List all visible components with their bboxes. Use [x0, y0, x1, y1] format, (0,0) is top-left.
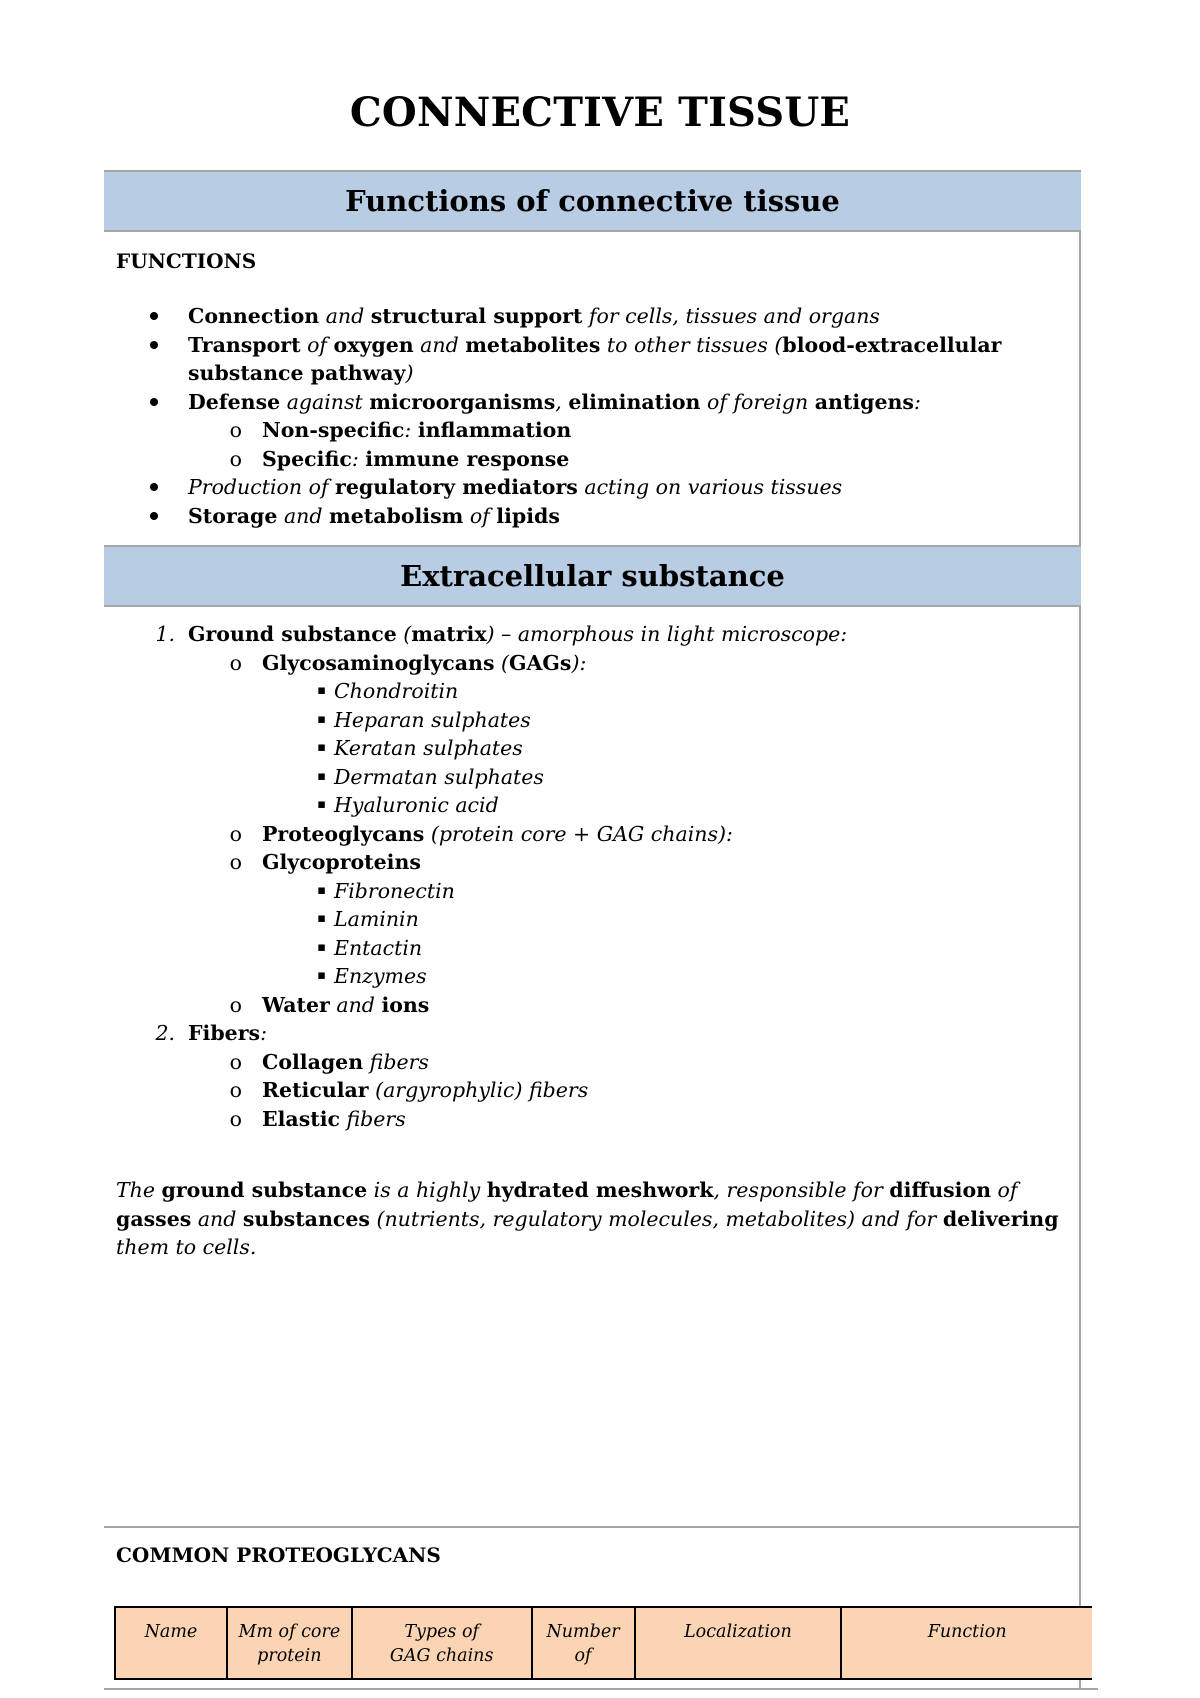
- square-bullet-icon: ▪: [317, 797, 326, 812]
- bullet-icon: [150, 341, 158, 349]
- list-item-text: Proteoglycans (protein core + GAG chains):: [262, 821, 733, 846]
- table-header-cell: Function: [841, 1607, 1092, 1679]
- list-item-text: Fibronectin: [334, 878, 455, 903]
- list-item: [116, 620, 1071, 649]
- list-item-text: Production of regulatory mediators acting on various tissues: [188, 475, 843, 499]
- circle-bullet-icon: o: [229, 992, 242, 1017]
- circle-bullet-icon: o: [229, 850, 242, 874]
- list-item-text: Connection and structural support for cells, tissues and organs: [188, 304, 880, 328]
- circle-bullet-icon: o: [229, 1049, 242, 1074]
- list-item: [116, 302, 1071, 331]
- square-bullet-icon: ▪: [317, 768, 326, 784]
- extracellular-list: [116, 620, 1071, 1133]
- list-item-text: Reticular (argyrophylic) fibers: [262, 1078, 589, 1102]
- table-header-cell: Number of: [532, 1607, 635, 1679]
- list-item: [116, 416, 1071, 445]
- list-item: [116, 791, 1071, 820]
- list-item-text: Enzymes: [334, 964, 427, 988]
- table-header-cell: Types of GAG chains: [352, 1607, 532, 1679]
- list-item-text: Defense against microorganisms, elimination of foreign antigens:: [188, 389, 921, 414]
- list-item: [116, 848, 1071, 877]
- list-item-text: Heparan sulphates: [334, 707, 531, 732]
- list-item: [116, 445, 1071, 474]
- list-item-text: Hyaluronic acid: [334, 793, 499, 817]
- table-header-cell: Localization: [635, 1607, 842, 1679]
- table-header-cell: Name: [115, 1607, 227, 1679]
- list-item-text: Non-specific: inflammation: [262, 418, 572, 442]
- list-item-text: Fibers:: [188, 1021, 267, 1045]
- circle-bullet-icon: o: [229, 1106, 242, 1131]
- list-item-text: Water and ions: [262, 992, 430, 1017]
- list-item: [116, 502, 1071, 531]
- list-item: [116, 1105, 1071, 1134]
- list-number: 1.: [155, 622, 175, 646]
- bullet-icon: [150, 512, 158, 520]
- list-item-text: Dermatan sulphates: [334, 764, 544, 789]
- square-bullet-icon: ▪: [317, 968, 326, 983]
- square-bullet-icon: ▪: [317, 740, 326, 755]
- list-item: [116, 734, 1071, 763]
- list-item-text: Collagen fibers: [262, 1049, 429, 1074]
- square-bullet-icon: ▪: [317, 939, 326, 955]
- section-divider: [104, 1526, 1081, 1528]
- bullet-icon: [150, 312, 158, 320]
- list-item-text: Glycosaminoglycans (GAGs):: [262, 650, 587, 675]
- list-item-text: Specific: immune response: [262, 446, 570, 471]
- list-item: [116, 677, 1071, 706]
- list-item-text: Transport of oxygen and metabolites to other tissues (blood-extracellular substance pathway): [188, 332, 1002, 385]
- list-item: [116, 905, 1071, 934]
- list-item: [116, 763, 1071, 792]
- table-header-row: [115, 1607, 1092, 1679]
- list-item: [116, 331, 1071, 388]
- right-border: [1079, 170, 1081, 1688]
- list-item: [116, 1019, 1071, 1048]
- square-bullet-icon: ▪: [317, 683, 326, 698]
- square-bullet-icon: ▪: [317, 911, 326, 926]
- list-item-text: Glycoproteins: [262, 850, 421, 874]
- list-item: [116, 991, 1071, 1020]
- square-bullet-icon: ▪: [317, 711, 326, 727]
- list-item: [116, 706, 1071, 735]
- list-item: [116, 388, 1071, 417]
- circle-bullet-icon: o: [229, 418, 242, 442]
- circle-bullet-icon: o: [229, 1078, 242, 1102]
- list-item: [116, 877, 1071, 906]
- list-item: [116, 1048, 1071, 1077]
- list-item: [116, 820, 1071, 849]
- list-item-text: Keratan sulphates: [334, 736, 523, 760]
- circle-bullet-icon: o: [229, 446, 242, 471]
- list-item: [116, 1076, 1071, 1105]
- functions-label: FUNCTIONS: [116, 249, 257, 273]
- bullet-icon: [150, 398, 158, 406]
- proteoglycans-table: [114, 1606, 1092, 1680]
- proteoglycans-label: COMMON PROTEOGLYCANS: [116, 1543, 441, 1567]
- list-item-text: Ground substance (matrix) – amorphous in light microscope:: [188, 622, 848, 646]
- circle-bullet-icon: o: [229, 821, 242, 846]
- list-number: 2.: [155, 1021, 175, 1045]
- list-item-text: Entactin: [334, 935, 423, 960]
- list-item: [116, 473, 1071, 502]
- functions-list: [116, 302, 1071, 530]
- list-item-text: Chondroitin: [334, 679, 459, 703]
- section-header-functions: Functions of connective tissue: [104, 170, 1081, 232]
- bullet-icon: [150, 483, 158, 491]
- list-item-text: Elastic fibers: [262, 1106, 406, 1131]
- ground-substance-paragraph: The ground substance is a highly hydrated meshwork, responsible for diffusion of gasses and substances (nutrients, regulatory molecules, metabolites) and for delivering them to cells.: [116, 1178, 1059, 1259]
- table-header-cell: Mm of core protein: [227, 1607, 352, 1679]
- circle-bullet-icon: o: [229, 650, 242, 675]
- square-bullet-icon: ▪: [317, 882, 326, 898]
- list-item-text: Laminin: [334, 907, 419, 931]
- page-title: CONNECTIVE TISSUE: [349, 89, 851, 136]
- list-item: [116, 934, 1071, 963]
- list-item: [116, 649, 1071, 678]
- list-item-text: Storage and metabolism of lipids: [188, 503, 560, 528]
- page-bottom-rule: [104, 1688, 1098, 1690]
- section-header-extracellular: Extracellular substance: [104, 545, 1081, 607]
- list-item: [116, 962, 1071, 991]
